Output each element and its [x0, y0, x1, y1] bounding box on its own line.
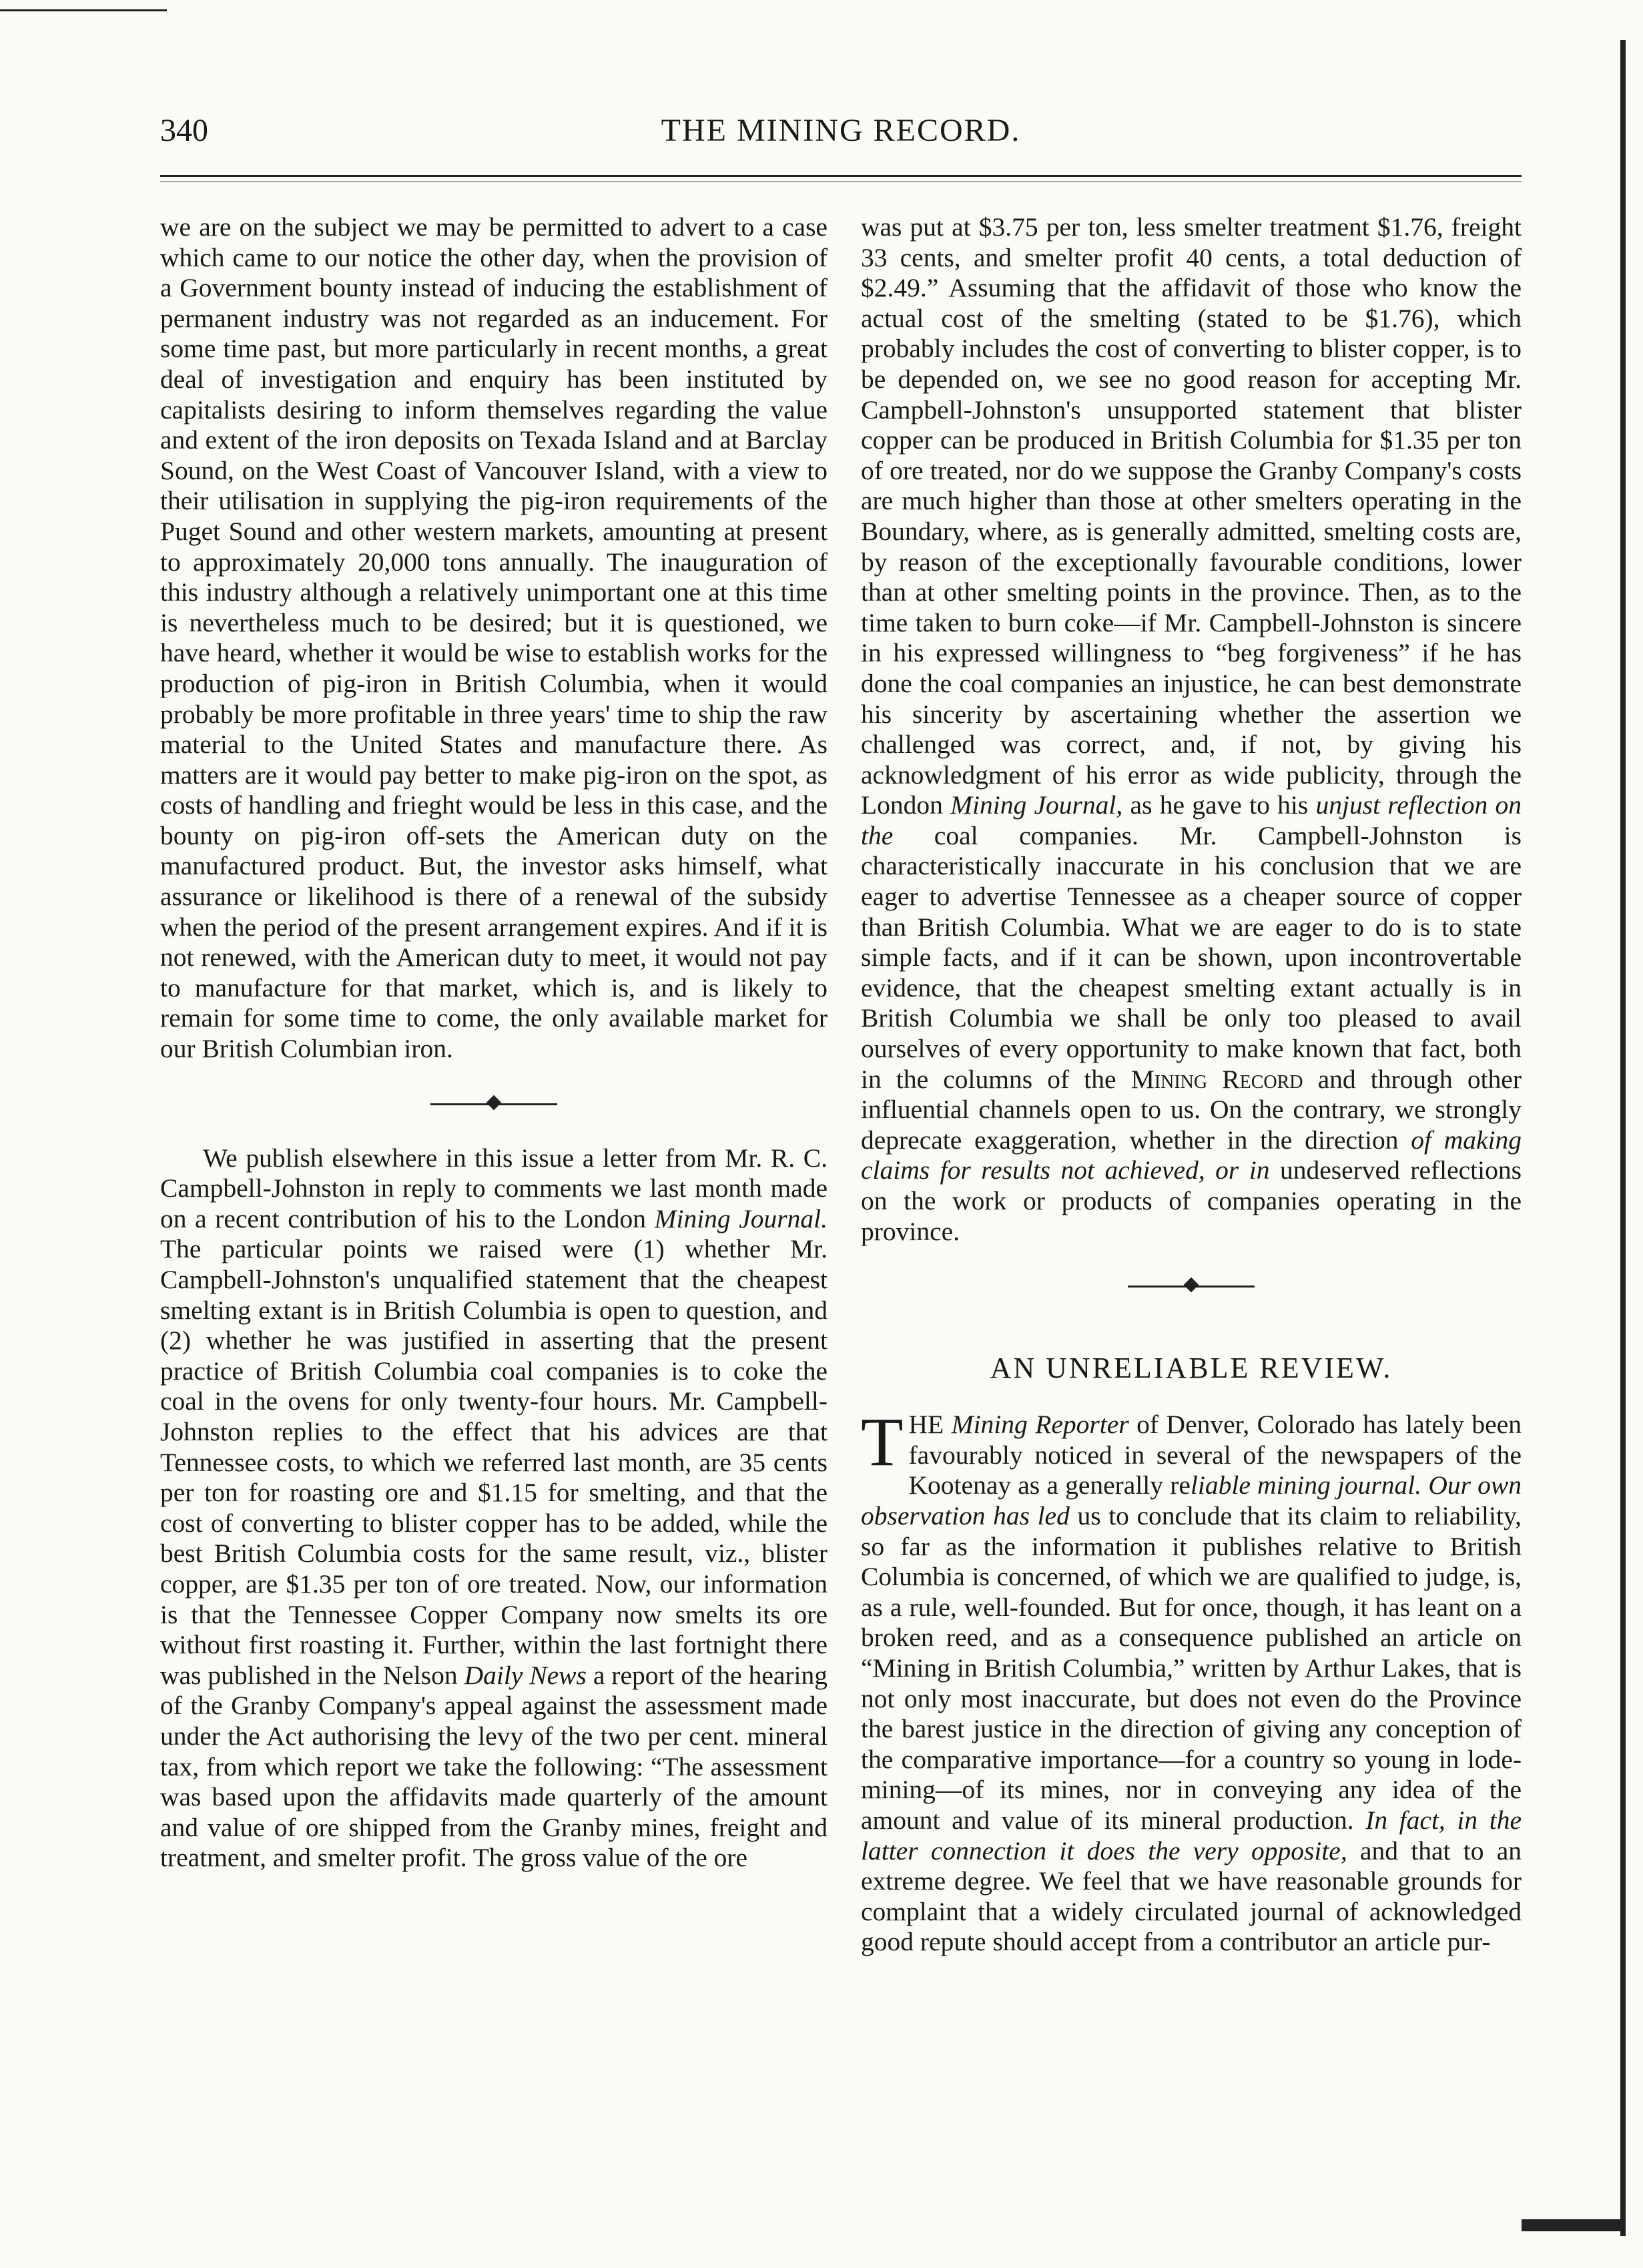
- section-divider-ornament: [160, 1065, 828, 1143]
- page-corner-mark: [1522, 2219, 1626, 2231]
- journal-title: Mining Journal.: [654, 1203, 828, 1233]
- header-rule-thick: [160, 175, 1522, 177]
- right-paragraph-1: was put at $3.75 per ton, less smelter treatment $1.76, freight 33 cents, and smelter profit 40 cents, a total deduction of $2.49.” Assuming that the affidavit of those who know the actual cost of the smelting (stated to be $1.76), which probably includes the cost of converting to blister copper, is to be depended on, we see no good reason for accepting Mr. Campbell-Johnston's unsupported statement that blister copper can be produced in British Columbia for $1.35 per ton of ore treated, nor do we suppose the Granby Company's costs are much higher than those at other smelters operating in the Boundary, where, as is generally admitted, smelting costs are, by reason of the exceptionally favourable conditions, lower than at other smelting points in the province. Then, as to the time taken to burn coke—if Mr. Campbell-Johnston is sincere in his expressed willingness to “beg forgiveness” if he has done the coal companies an injustice, he can best demonstrate his sincerity by ascertaining whether the assertion we challenged was correct, and, if not, by giving his acknowledgment of his error as wide publicity, through the London Mining Journal, as he gave to his unjust reflection on the coal companies. Mr. Campbell-Johnston is characteristically inaccurate in his conclusion that we are eager to advertise Tennessee as a cheaper source of copper than British Columbia. What we are eager to do is to state simple facts, and if it can be shown, upon incontrovertable evidence, that the cheapest smelting extant actually is in British Columbia we shall be only too pleased to avail ourselves of every opportunity to make known that fact, both in the columns of the Mining Record and through other influential channels open to us. On the contrary, we strongly deprecate exaggeration, whether in the direction of making claims for results not achieved, or in undeserved reflections on the work or products of companies operating in the province.: [861, 212, 1522, 1246]
- article-heading: AN UNRELIABLE REVIEW.: [990, 1352, 1393, 1385]
- newspaper-title: Daily News: [464, 1660, 587, 1690]
- left-paragraph-1: we are on the subject we may be permitted to advert to a case which came to our notice the other day, when the provision of a Government bounty instead of inducing the establishment of permanent industry was not regarded as an inducement. For some time past, but more particularly in recent months, a great deal of investigation and enquiry has been instituted by capitalists desiring to inform themselves regarding the value and extent of the iron deposits on Texada Island and at Barclay Sound, on the West Coast of Vancouver Island, with a view to their utilisation in supplying the pig-iron requirements of the Puget Sound and other western markets, amounting at present to approximately 20,000 tons annually. The inauguration of this industry although a relatively unimportant one at this time is nevertheless much to be desired; but it is questioned, we have heard, whether it would be wise to establish works for the production of pig-iron in British Columbia, when it would probably be more profitable in three years' time to ship the raw material to the United States and manufacture there. As matters are it would pay better to make pig-iron on the spot, as costs of handling and frieght would be less in this case, and the bounty on pig-iron off-sets the American duty on the manufactured product. But, the investor asks himself, what assurance or likelihood is there of a renewal of the subsidy when the period of the present arrangement expires. And if it is not renewed, with the American duty to meet, it would not pay to manufacture for that market, which is, and is likely to remain for some time to come, the only available market for our British Columbian iron.: [160, 212, 828, 1064]
- drop-cap: T: [861, 1404, 904, 1481]
- mining-record-name: Mining Record: [1130, 1064, 1303, 1094]
- top-edge-rule: [0, 9, 167, 11]
- running-header: [160, 112, 1522, 159]
- left-column: [160, 212, 828, 1874]
- journal-title: Mining Reporter: [951, 1410, 1129, 1440]
- left-paragraph-2: We publish elsewhere in this issue a letter from Mr. R. C. Campbell-Johnston in reply to comments we last month made on a recent contribution of his to the London Mining Journal. The particular points we raised were (1) whether Mr. Campbell-Johnston's unqualified statement that the cheapest smelting extant is in British Columbia is open to question, and (2) whether he was justified in asserting that the present practice of British Columbia coal companies is to coke the coal in the ovens for only twenty-four hours. Mr. Campbell-Johnston replies to the effect that his advices are that Tennessee costs, to which we referred last month, are 35 cents per ton for roasting ore and $1.15 for smelting, and that the cost of converting to blister copper has to be added, while the best British Columbia costs for the same result, viz., blister copper, are $1.35 per ton of ore treated. Now, our information is that the Tennessee Copper Company now smelts its ore without first roasting it. Further, within the last fortnight there was published in the Nelson Daily News a report of the hearing of the Granby Company's appeal against the assessment made under the Act authorising the levy of the two per cent. mineral tax, from which report we take the following: “The assessment was based upon the affidavits made quarterly of the amount and value of ore shipped from the Granby mines, freight and treatment, and smelter profit. The gross value of the ore: [160, 1143, 828, 1873]
- journal-title: Mining Journal,: [950, 790, 1123, 820]
- running-title: THE MINING RECORD.: [661, 113, 1021, 148]
- section-divider-ornament: [861, 1247, 1522, 1326]
- right-paragraph-2: THE Mining Reporter of Denver, Colorado has lately been favourably noticed in several of the newspapers of the Kootenay as a generally reliable mining journal. Our own observation has led us to conclude that its claim to reliability, so far as the information it publishes relative to British Columbia is concerned, of which we are qualified to judge, is, as a rule, well-founded. But for once, though, it has leant on a broken reed, and as a consequence published an article on “Mining in British Columbia,” written by Arthur Lakes, that is not only most inaccurate, but does not even do the Province the barest justice in the direction of giving any conception of the comparative importance—for a country so young in lode-mining—of its mines, nor in conveying any idea of the amount and value of its mineral production. In fact, in the latter connection it does the very opposite, and that to an extreme degree. We feel that we have reasonable grounds for complaint that a widely circulated journal of acknowledged good repute should accept from a contributor an article pur-: [861, 1404, 1522, 1957]
- page-edge-bar: [1620, 40, 1626, 2236]
- page-number: 340: [160, 113, 208, 148]
- right-column: [861, 212, 1522, 1958]
